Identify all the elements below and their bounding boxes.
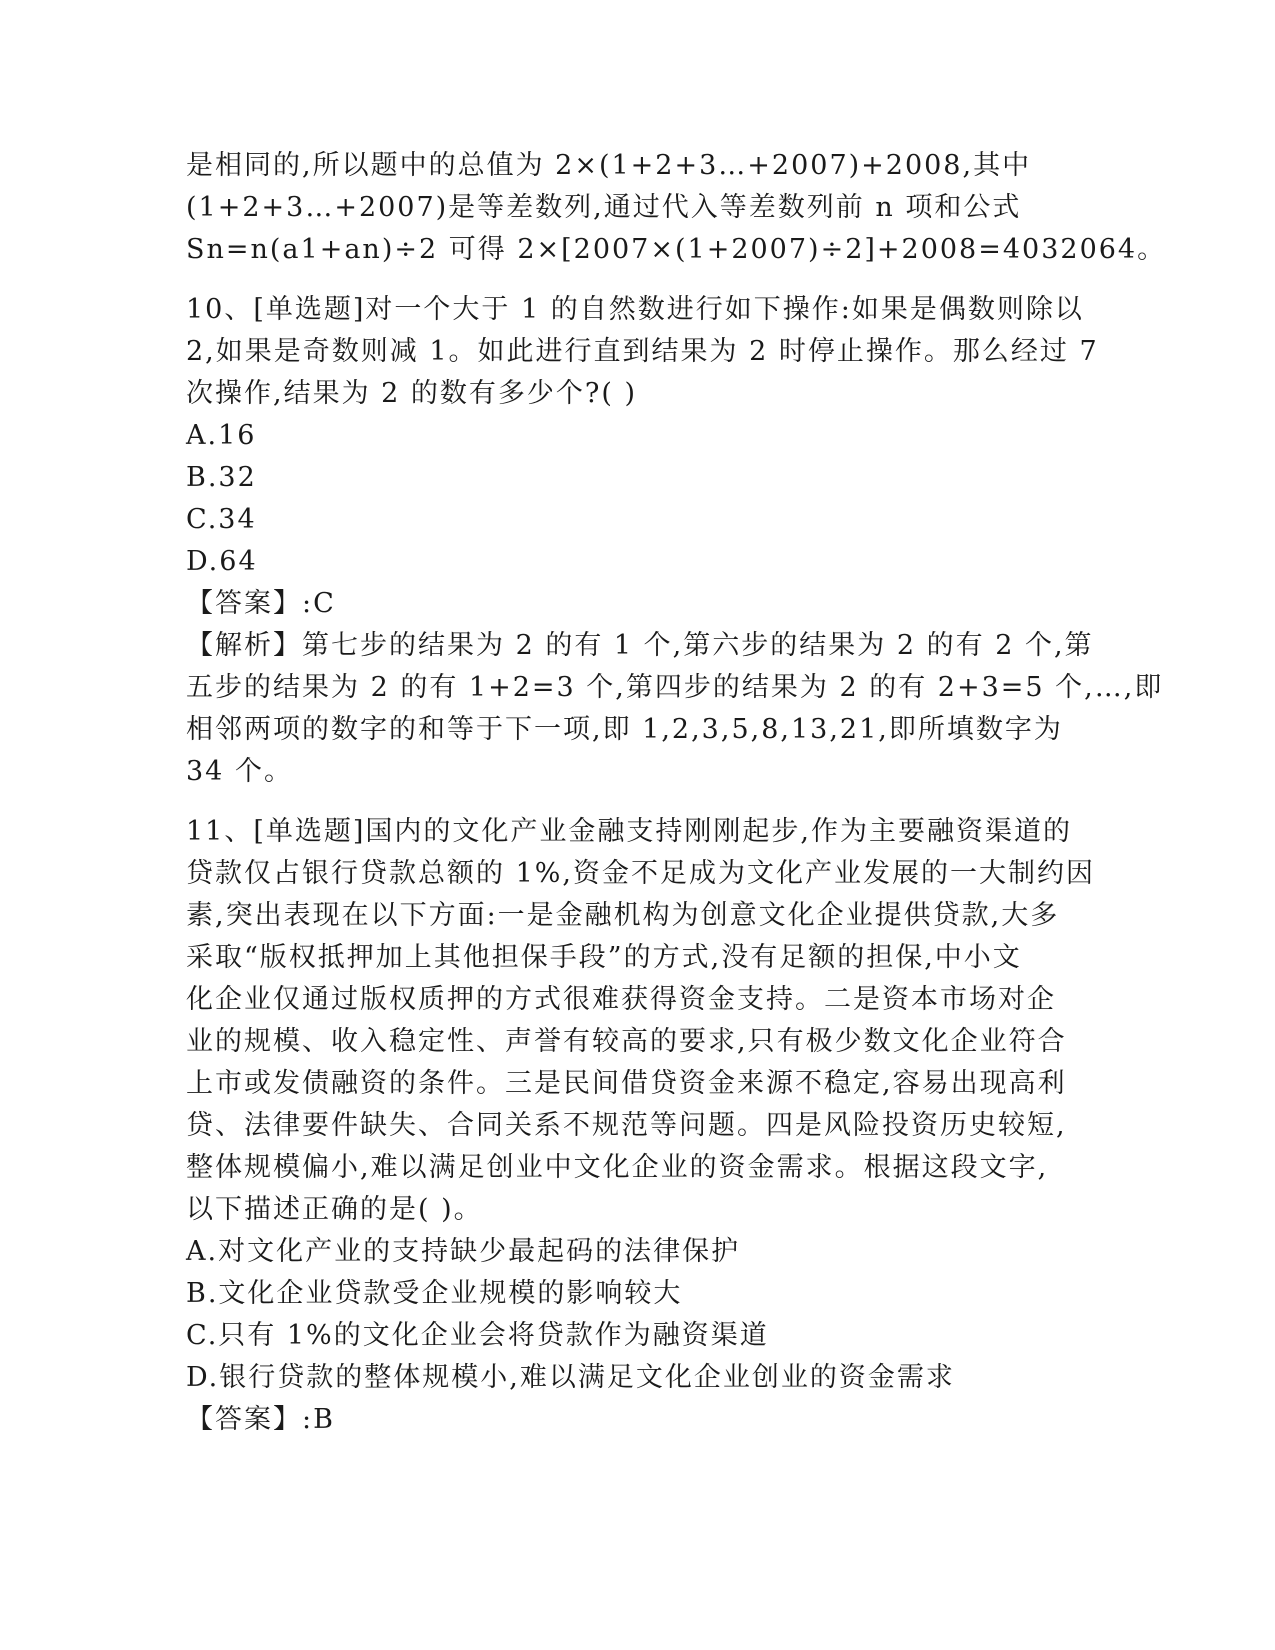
spacer bbox=[186, 793, 1086, 811]
option-c: C.只有 1%的文化企业会将贷款作为融资渠道 bbox=[186, 1320, 769, 1351]
analysis-line: 五步的结果为 2 的有 1+2=3 个,第四步的结果为 2 的有 2+3=5 个,…,即 bbox=[186, 672, 1164, 703]
question-text-line: 次操作,结果为 2 的数有多少个?( ) bbox=[186, 378, 638, 409]
question-10 bbox=[186, 289, 1164, 793]
question-text-line: 2,如果是奇数则减 1。如此进行直到结果为 2 时停止操作。那么经过 7 bbox=[186, 336, 1099, 367]
analysis-line: 34 个。 bbox=[186, 756, 293, 787]
question-text-line: 贷款仅占银行贷款总额的 1%,资金不足成为文化产业发展的一大制约因 bbox=[186, 858, 1095, 889]
answer: 【答案】:C bbox=[186, 588, 336, 619]
option-c: C.34 bbox=[186, 504, 257, 535]
text-line: (1+2+3…+2007)是等差数列,通过代入等差数列前 n 项和公式 bbox=[186, 192, 1022, 223]
question-text-line: 采取“版权抵押加上其他担保手段”的方式,没有足额的担保,中小文 bbox=[186, 942, 1022, 973]
question-text-line: 整体规模偏小,难以满足创业中文化企业的资金需求。根据这段文字, bbox=[186, 1152, 1049, 1183]
question-text-line: 上市或发债融资的条件。三是民间借贷资金来源不稳定,容易出现高利 bbox=[186, 1068, 1067, 1099]
question-text-line: 以下描述正确的是( )。 bbox=[186, 1194, 483, 1225]
analysis-line: 【解析】第七步的结果为 2 的有 1 个,第六步的结果为 2 的有 2 个,第 bbox=[186, 630, 1094, 661]
option-b: B.文化企业贷款受企业规模的影响较大 bbox=[186, 1278, 683, 1309]
option-b: B.32 bbox=[186, 462, 257, 493]
question-text-line: 贷、法律要件缺失、合同关系不规范等问题。四是风险投资历史较短, bbox=[186, 1110, 1067, 1141]
option-a: A.16 bbox=[186, 420, 257, 451]
question-text-line: 化企业仅通过版权质押的方式很难获得资金支持。二是资本市场对企 bbox=[186, 984, 1056, 1015]
question-text-line: 业的规模、收入稳定性、声誉有较高的要求,只有极少数文化企业符合 bbox=[186, 1026, 1067, 1057]
analysis-line: 相邻两项的数字的和等于下一项,即 1,2,3,5,8,13,21,即所填数字为 bbox=[186, 714, 1063, 745]
answer: 【答案】:B bbox=[186, 1404, 335, 1435]
question-text-line: 11、[单选题]国内的文化产业金融支持刚刚起步,作为主要融资渠道的 bbox=[186, 816, 1073, 847]
question-text-line: 素,突出表现在以下方面:一是金融机构为创意文化企业提供贷款,大多 bbox=[186, 900, 1060, 931]
document-page bbox=[186, 145, 1167, 1441]
spacer bbox=[186, 271, 1086, 289]
question-text-line: 10、[单选题]对一个大于 1 的自然数进行如下操作:如果是偶数则除以 bbox=[186, 294, 1084, 325]
option-d: D.银行贷款的整体规模小,难以满足文化企业创业的资金需求 bbox=[186, 1362, 955, 1393]
question-11 bbox=[186, 811, 1095, 1441]
option-a: A.对文化产业的支持缺少最起码的法律保护 bbox=[186, 1236, 741, 1267]
previous-explanation bbox=[186, 145, 1167, 271]
option-d: D.64 bbox=[186, 546, 258, 577]
text-line: Sn=n(a1+an)÷2 可得 2×[2007×(1+2007)÷2]+2008=4032064。 bbox=[186, 234, 1167, 265]
text-line: 是相同的,所以题中的总值为 2×(1+2+3…+2007)+2008,其中 bbox=[186, 150, 1032, 181]
